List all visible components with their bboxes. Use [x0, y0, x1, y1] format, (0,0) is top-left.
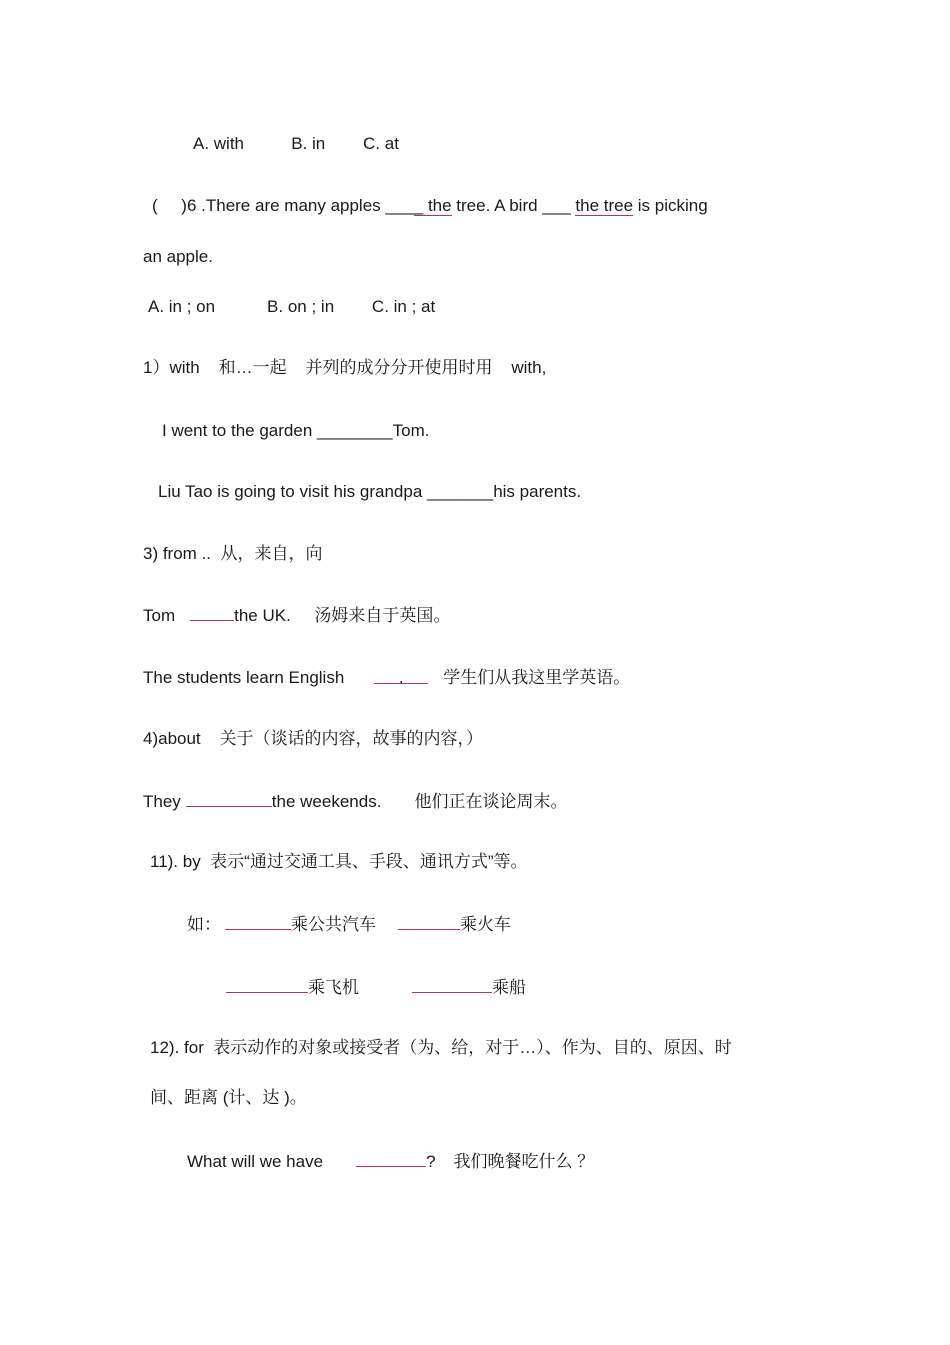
for-example-start: What will we have — [187, 1152, 324, 1171]
example-label: 如： — [187, 915, 221, 934]
by-bus-label: 乘公共汽车 — [291, 915, 376, 934]
question-mark: ? — [426, 1152, 436, 1171]
section-by-heading: 11). by 表示“通过交通工具、手段、通讯方式”等。 — [150, 852, 528, 871]
answer-blank[interactable] — [190, 604, 234, 621]
about-example-start: They — [143, 792, 181, 811]
q6-text-a: 6 .There are many apples ___ — [186, 196, 414, 215]
from-example-2-end: 学生们从我这里学英语。 — [443, 668, 631, 687]
section-about-example — [143, 790, 568, 813]
section-for-heading-continued: 间、距离 (计、达 )。 — [150, 1088, 307, 1107]
section-about-heading: 4)about 关于（谈话的内容，故事的内容，） — [143, 729, 484, 748]
section-by-example-row-2 — [226, 976, 526, 999]
answer-paren: ( ) — [152, 196, 187, 215]
for-example-translation: 我们晚餐吃什么 ？ — [453, 1152, 595, 1171]
answer-blank[interactable] — [398, 913, 460, 930]
section-with-example-1: I went to the garden ________Tom. — [162, 421, 430, 440]
answer-blank[interactable] — [186, 790, 272, 807]
section-from-heading: 3) from .. 从，来自，向 — [143, 544, 323, 563]
section-with-example-2: Liu Tao is going to visit his grandpa _______his parents. — [158, 482, 582, 501]
from-example-1-start: Tom — [143, 606, 176, 625]
from-example-1-end: the UK. 汤姆来自于英国。 — [234, 606, 451, 625]
section-for-example — [187, 1150, 594, 1173]
section-for-heading: 12). for 表示动作的对象或接受者（为、给，对于…）、作为、目的、原因、时 — [150, 1038, 732, 1057]
q6-stem — [152, 195, 708, 217]
from-example-2-start: The students learn English — [143, 668, 345, 687]
section-by-example-row-1 — [187, 913, 511, 936]
by-plane-label: 乘飞机 — [308, 978, 359, 997]
about-example-end: the weekends. 他们正在谈论周末。 — [271, 792, 568, 811]
answer-blank[interactable] — [225, 913, 291, 930]
answer-blank[interactable]: . — [374, 667, 428, 684]
by-ship-label: 乘船 — [492, 978, 526, 997]
q6-text-c: tree. A bird ___ — [451, 196, 576, 215]
by-train-label: 乘火车 — [460, 915, 511, 934]
q6-options: A. in ; on B. on ; in C. in ; at — [148, 297, 436, 316]
q6-underlined-b: the tree — [575, 196, 634, 215]
q6-stem-continued: an apple. — [143, 247, 213, 266]
section-from-example-1 — [143, 604, 450, 627]
section-from-example-2 — [143, 667, 630, 689]
q5-options: A. with B. in C. at — [193, 134, 399, 153]
section-with-heading: 1）with 和…一起 并列的成分分开使用时用 with, — [143, 358, 547, 377]
answer-blank[interactable] — [226, 976, 308, 993]
answer-blank[interactable] — [412, 976, 492, 993]
answer-blank[interactable] — [356, 1150, 426, 1167]
q6-underlined-a: _ the — [413, 196, 452, 215]
q6-text-e: is picking — [633, 196, 708, 215]
